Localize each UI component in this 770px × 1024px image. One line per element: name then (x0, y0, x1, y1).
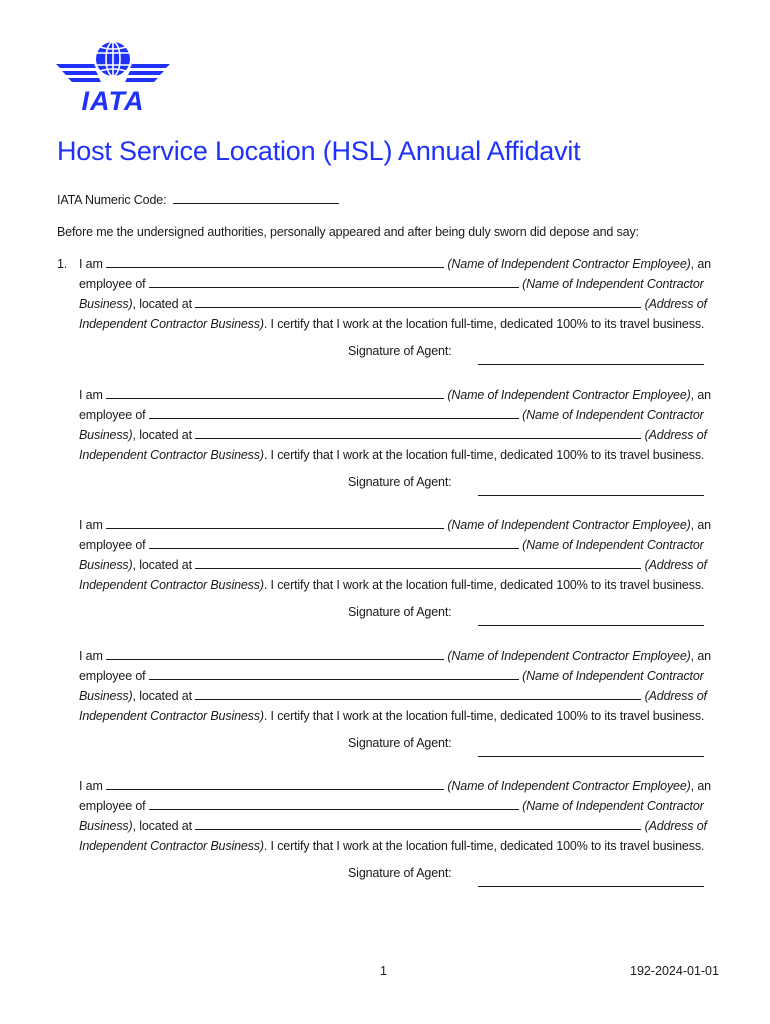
business-hint-end: Business) (79, 428, 133, 442)
i-am-label: I am (79, 388, 103, 402)
statement-line-1 (79, 387, 711, 403)
employee-of-label: employee of (79, 538, 146, 552)
address-hint: (Address of (644, 819, 707, 833)
certify-text: . I certify that I work at the location full-time, dedicated 100% to its travel business. (263, 578, 705, 592)
signature-field[interactable] (478, 364, 704, 365)
i-am-label: I am (79, 649, 103, 663)
business-name-field[interactable] (149, 276, 519, 288)
signature-label: Signature of Agent: (348, 736, 452, 750)
an-text: , an (690, 518, 711, 532)
i-am-label: I am (79, 257, 103, 271)
i-am-label: I am (79, 518, 103, 532)
employee-of-label: employee of (79, 277, 146, 291)
page-title: Host Service Location (HSL) Annual Affidavit (57, 136, 581, 166)
address-hint-end: Independent Contractor Business) (79, 317, 264, 331)
business-hint-end: Business) (79, 558, 133, 572)
statement-line-4 (79, 838, 704, 854)
business-name-field[interactable] (149, 798, 519, 810)
certify-text: . I certify that I work at the location full-time, dedicated 100% to its travel business. (263, 317, 705, 331)
an-text: , an (690, 388, 711, 402)
statement-line-3 (79, 818, 707, 834)
statement-line-1 (79, 517, 711, 533)
certify-text: . I certify that I work at the location full-time, dedicated 100% to its travel business. (263, 839, 705, 853)
statement-line-4 (79, 447, 704, 463)
business-address-field[interactable] (195, 818, 641, 830)
employee-name-hint: (Name of Independent Contractor Employee) (447, 649, 691, 663)
certify-text: . I certify that I work at the location full-time, dedicated 100% to its travel business. (263, 448, 705, 462)
statement-line-4 (79, 577, 704, 593)
employee-of-label: employee of (79, 669, 146, 683)
signature-field[interactable] (478, 886, 704, 887)
located-at-label: , located at (132, 689, 192, 703)
signature-field[interactable] (478, 495, 704, 496)
statement-line-3 (79, 296, 707, 312)
signature-label: Signature of Agent: (348, 605, 452, 619)
signature-field[interactable] (478, 625, 704, 626)
statement-line-2 (79, 537, 704, 553)
business-name-hint: (Name of Independent Contractor (522, 408, 704, 422)
business-address-field[interactable] (195, 296, 641, 308)
business-address-field[interactable] (195, 427, 641, 439)
statement-line-1 (79, 256, 711, 272)
address-hint: (Address of (644, 558, 707, 572)
svg-text:IATA: IATA (81, 86, 145, 114)
address-hint-end: Independent Contractor Business) (79, 839, 264, 853)
document-code: 192-2024-01-01 (630, 964, 719, 978)
iata-logo (54, 38, 172, 114)
an-text: , an (690, 257, 711, 271)
business-hint-end: Business) (79, 689, 133, 703)
employee-name-field[interactable] (106, 648, 444, 660)
an-text: , an (690, 649, 711, 663)
business-name-field[interactable] (149, 537, 519, 549)
signature-label: Signature of Agent: (348, 866, 452, 880)
employee-name-field[interactable] (106, 778, 444, 790)
certify-text: . I certify that I work at the location full-time, dedicated 100% to its travel business. (263, 709, 705, 723)
employee-name-hint: (Name of Independent Contractor Employee) (447, 779, 691, 793)
statement-line-1 (79, 778, 711, 794)
located-at-label: , located at (132, 558, 192, 572)
statement-line-3 (79, 557, 707, 573)
statement-line-2 (79, 407, 704, 423)
located-at-label: , located at (132, 819, 192, 833)
employee-name-field[interactable] (106, 256, 444, 268)
numeric-code-label: IATA Numeric Code: (57, 193, 167, 207)
business-name-hint: (Name of Independent Contractor (522, 277, 704, 291)
business-name-field[interactable] (149, 668, 519, 680)
statement-line-4 (79, 316, 704, 332)
i-am-label: I am (79, 779, 103, 793)
signature-label: Signature of Agent: (348, 475, 452, 489)
address-hint: (Address of (644, 689, 707, 703)
statement-line-1 (79, 648, 711, 664)
statement-line-2 (79, 798, 704, 814)
employee-of-label: employee of (79, 799, 146, 813)
address-hint-end: Independent Contractor Business) (79, 448, 264, 462)
business-hint-end: Business) (79, 819, 133, 833)
intro-text: Before me the undersigned authorities, personally appeared and after being duly sworn did depose and say: (57, 225, 639, 239)
business-name-hint: (Name of Independent Contractor (522, 538, 704, 552)
an-text: , an (690, 779, 711, 793)
signature-label: Signature of Agent: (348, 344, 452, 358)
business-name-field[interactable] (149, 407, 519, 419)
numeric-code-row (57, 192, 339, 208)
statement-line-4 (79, 708, 704, 724)
address-hint: (Address of (644, 297, 707, 311)
business-address-field[interactable] (195, 557, 641, 569)
employee-name-hint: (Name of Independent Contractor Employee) (447, 388, 691, 402)
business-hint-end: Business) (79, 297, 133, 311)
business-name-hint: (Name of Independent Contractor (522, 669, 704, 683)
employee-name-field[interactable] (106, 387, 444, 399)
list-number: 1. (57, 257, 68, 271)
signature-field[interactable] (478, 756, 704, 757)
business-name-hint: (Name of Independent Contractor (522, 799, 704, 813)
employee-name-field[interactable] (106, 517, 444, 529)
statement-line-2 (79, 276, 704, 292)
address-hint: (Address of (644, 428, 707, 442)
numeric-code-field[interactable] (173, 192, 339, 204)
business-address-field[interactable] (195, 688, 641, 700)
employee-of-label: employee of (79, 408, 146, 422)
employee-name-hint: (Name of Independent Contractor Employee) (447, 257, 691, 271)
statement-line-3 (79, 427, 707, 443)
address-hint-end: Independent Contractor Business) (79, 709, 264, 723)
located-at-label: , located at (132, 297, 192, 311)
statement-line-2 (79, 668, 704, 684)
statement-line-3 (79, 688, 707, 704)
page-number: 1 (380, 964, 387, 978)
located-at-label: , located at (132, 428, 192, 442)
employee-name-hint: (Name of Independent Contractor Employee) (447, 518, 691, 532)
address-hint-end: Independent Contractor Business) (79, 578, 264, 592)
